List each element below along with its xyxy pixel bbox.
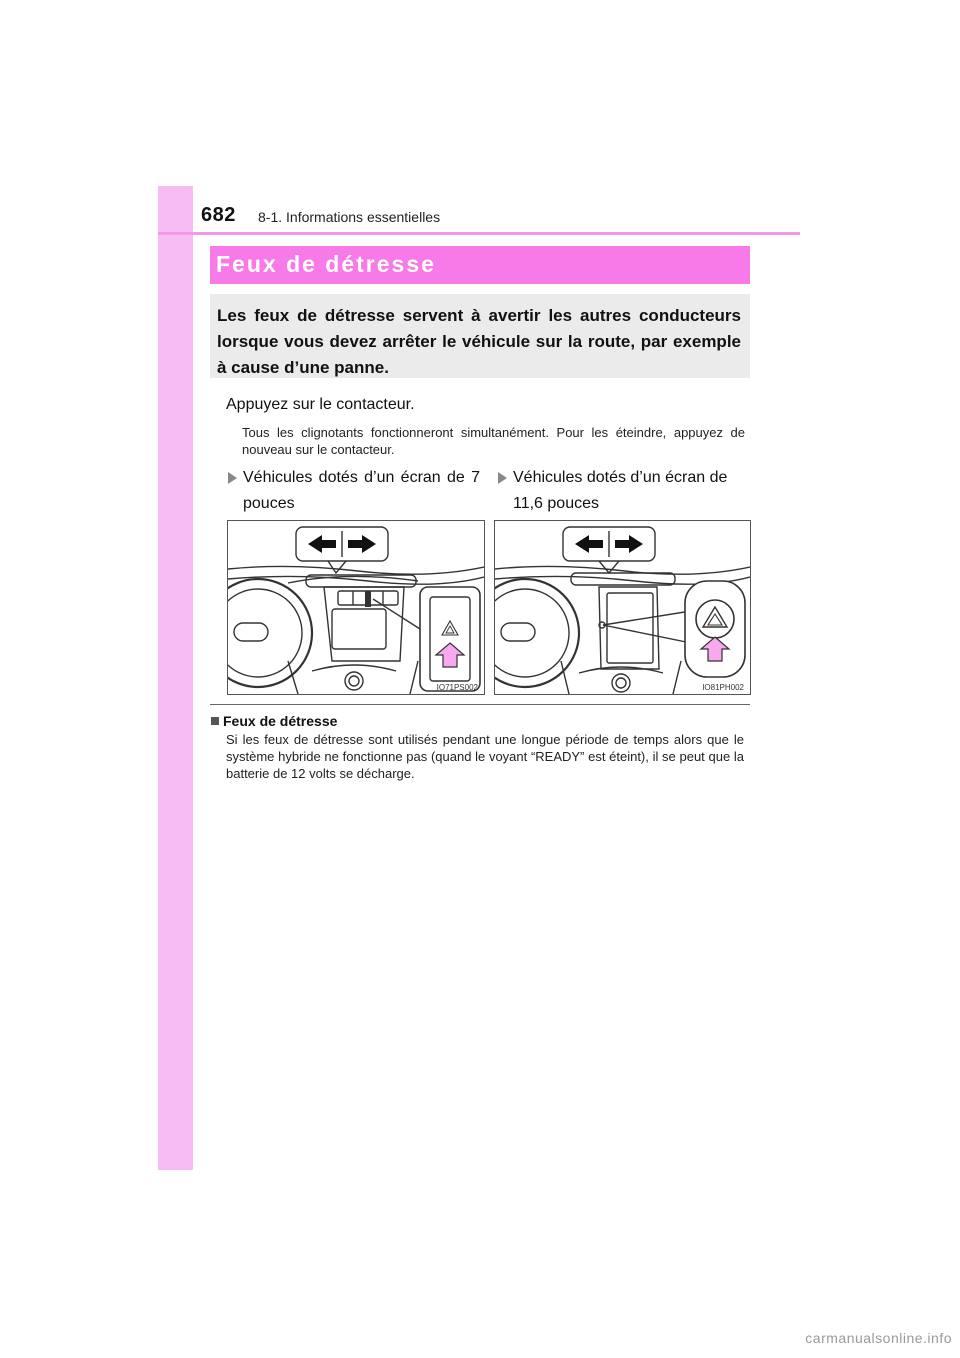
variant-11-6-inch bbox=[498, 465, 748, 517]
page-number: 682 bbox=[201, 204, 236, 226]
triangle-bullet-icon bbox=[498, 472, 507, 484]
variant-label: Véhicules dotés d’un écran de 7 pouces bbox=[243, 469, 480, 512]
section-label: 8-1. Informations essentielles bbox=[258, 209, 441, 225]
dashboard-illustration bbox=[495, 521, 750, 694]
dashboard-illustration bbox=[228, 521, 484, 694]
square-bullet-icon bbox=[211, 717, 219, 725]
figure-code: IO81PH002 bbox=[702, 683, 744, 692]
page-title: Feux de détresse bbox=[216, 251, 436, 277]
note-heading bbox=[211, 713, 337, 729]
step-description: Tous les clignotants fonctionneront simultanément. Pour les éteindre, appuyez de nouveau sur le contacteur. bbox=[242, 425, 745, 457]
header-rule bbox=[158, 232, 800, 235]
note-body: Si les feux de détresse sont utilisés pendant une longue période de temps alors que le système hybride ne fonctionne pas (quand le voyant “READY” est éteint), il se peut que la batterie de 12 volts se décharge. bbox=[226, 732, 744, 781]
variant-label: Véhicules dotés d’un écran de 11,6 pouces bbox=[513, 469, 728, 512]
figure-dashboard-11-6-inch bbox=[494, 520, 751, 695]
watermark: carmanualsonline.info bbox=[805, 1330, 952, 1346]
side-tab bbox=[158, 186, 193, 1170]
section-divider bbox=[210, 704, 750, 705]
intro-text: Les feux de détresse servent à avertir les autres conducteurs lorsque vous devez arrêter le véhicule sur la route, par exemple à cause d’une panne. bbox=[217, 306, 741, 377]
step-title: Appuyez sur le contacteur. bbox=[226, 396, 415, 413]
variant-7-inch bbox=[228, 465, 480, 517]
triangle-bullet-icon bbox=[228, 472, 237, 484]
note-heading-text: Feux de détresse bbox=[223, 713, 338, 729]
figure-code: IO71PS002 bbox=[436, 683, 478, 692]
figure-dashboard-7-inch bbox=[227, 520, 485, 695]
